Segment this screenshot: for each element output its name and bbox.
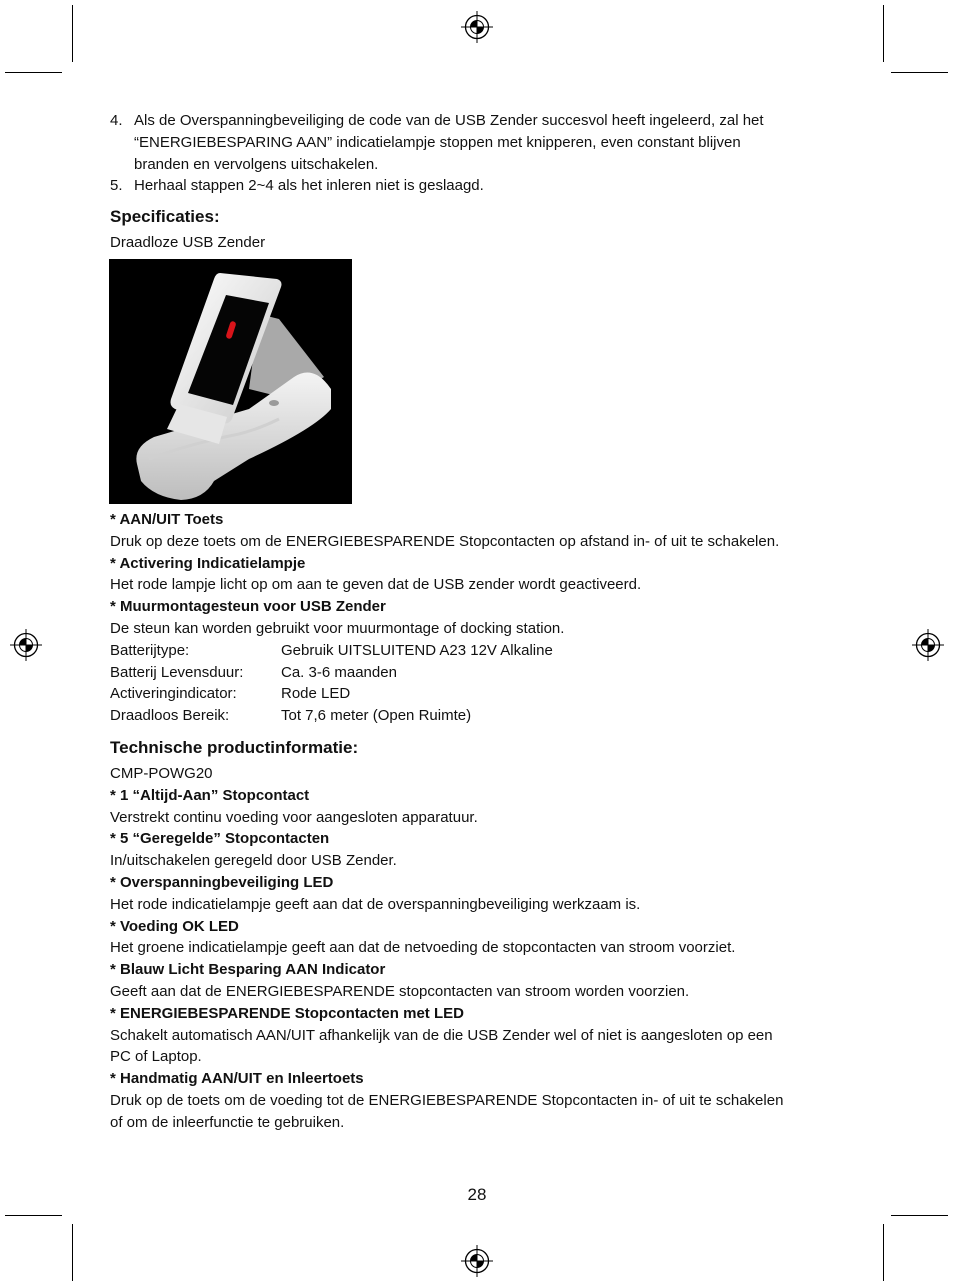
feature-description: of om de inleerfunctie te gebruiken. xyxy=(110,1113,345,1131)
usb-transmitter-illustration xyxy=(109,259,352,504)
crop-mark xyxy=(891,1215,948,1216)
crop-mark xyxy=(72,1224,73,1281)
feature-title: * Activering Indicatielampje xyxy=(110,554,306,572)
feature-title: * Handmatig AAN/UIT en Inleertoets xyxy=(110,1070,364,1088)
registration-mark-icon xyxy=(10,629,42,661)
list-number: 5. xyxy=(110,177,123,195)
list-text: branden en vervolgens uitschakelen. xyxy=(134,155,379,173)
numbered-list xyxy=(110,110,764,197)
feature-title: * Voeding OK LED xyxy=(110,917,239,935)
list-text: “ENERGIEBESPARING AAN” indicatielampje stoppen met knipperen, even constant blijven xyxy=(134,133,741,151)
feature-description: Schakelt automatisch AAN/UIT afhankelijk van de die USB Zender wel of niet is aangesloten op een xyxy=(110,1026,773,1044)
feature-description: Het groene indicatielampje geeft aan dat de netvoeding de stopcontacten van stroom voorziet. xyxy=(110,939,736,957)
feature-description: Geeft aan dat de ENERGIEBESPARENDE stopcontacten van stroom worden voorzien. xyxy=(110,982,690,1000)
product-photo xyxy=(109,259,352,504)
feature-description: De steun kan worden gebruikt voor muurmontage of docking station. xyxy=(110,619,565,637)
crop-mark xyxy=(72,5,73,62)
spec-label: Batterijtype: xyxy=(110,641,190,659)
feature-description: In/uitschakelen geregeld door USB Zender. xyxy=(110,852,397,870)
spec-row xyxy=(110,683,779,705)
crop-mark xyxy=(5,1215,62,1216)
spec-row xyxy=(110,705,779,727)
crop-mark xyxy=(883,5,884,62)
feature-description: Druk op deze toets om de ENERGIEBESPARENDE Stopcontacten op afstand in- of uit te schakelen. xyxy=(110,532,780,550)
feature-title: * AAN/UIT Toets xyxy=(110,511,224,528)
spec-label: Batterij Levensduur: xyxy=(110,663,244,681)
feature-title: * 5 “Geregelde” Stopcontacten xyxy=(110,830,330,848)
tech-heading: Technische productinformatie: xyxy=(110,738,359,757)
feature-description: Het rode lampje licht op om aan te geven dat de USB zender wordt geactiveerd. xyxy=(110,576,642,594)
registration-mark-icon xyxy=(461,1245,493,1277)
registration-mark-icon xyxy=(461,11,493,43)
spec-row xyxy=(110,640,779,662)
feature-title: * Blauw Licht Besparing AAN Indicator xyxy=(110,961,386,979)
list-item xyxy=(110,110,764,132)
feature-title: * 1 “Altijd-Aan” Stopcontact xyxy=(110,786,310,804)
feature-description: Druk op de toets om de voeding tot de ENERGIEBESPARENDE Stopcontacten in- of uit te schakelen xyxy=(110,1091,784,1109)
page-number: 28 xyxy=(467,1185,487,1204)
spec-label: Draadloos Bereik: xyxy=(110,707,230,725)
spec-value: Ca. 3-6 maanden xyxy=(281,663,397,681)
spec-subtitle: Draadloze USB Zender xyxy=(110,234,266,251)
list-number: 4. xyxy=(110,112,123,129)
list-item-continuation xyxy=(110,132,764,154)
tech-info xyxy=(110,763,783,1134)
list-item-continuation xyxy=(110,154,764,176)
spec-row xyxy=(110,662,779,684)
list-item xyxy=(110,175,764,197)
feature-description: Verstrekt continu voeding voor aangesloten apparatuur. xyxy=(110,808,478,826)
spec-value: Gebruik UITSLUITEND A23 12V Alkaline xyxy=(281,641,553,659)
feature-description: Het rode indicatielampje geeft aan dat de overspanningbeveiliging werkzaam is. xyxy=(110,895,641,913)
spec-label: Activeringindicator: xyxy=(110,685,237,703)
model-number: CMP-POWG20 xyxy=(110,765,213,782)
list-text: Herhaal stappen 2~4 als het inleren niet is geslaagd. xyxy=(134,177,484,195)
spec-value: Tot 7,6 meter (Open Ruimte) xyxy=(281,707,472,725)
feature-title: * Muurmontagesteun voor USB Zender xyxy=(110,598,386,616)
registration-mark-icon xyxy=(912,629,944,661)
crop-mark xyxy=(891,72,948,73)
feature-title: * ENERGIEBESPARENDE Stopcontacten met LED xyxy=(110,1004,464,1022)
spec-heading: Specificaties: xyxy=(110,207,220,226)
feature-description: PC of Laptop. xyxy=(110,1048,202,1066)
spec-value: Rode LED xyxy=(281,685,351,703)
specifications xyxy=(110,509,779,727)
crop-mark xyxy=(5,72,62,73)
feature-title: * Overspanningbeveiliging LED xyxy=(110,873,334,891)
crop-mark xyxy=(883,1224,884,1281)
list-text: Als de Overspanningbeveiliging de code van de USB Zender succesvol heeft ingeleerd, zal het xyxy=(134,112,764,129)
